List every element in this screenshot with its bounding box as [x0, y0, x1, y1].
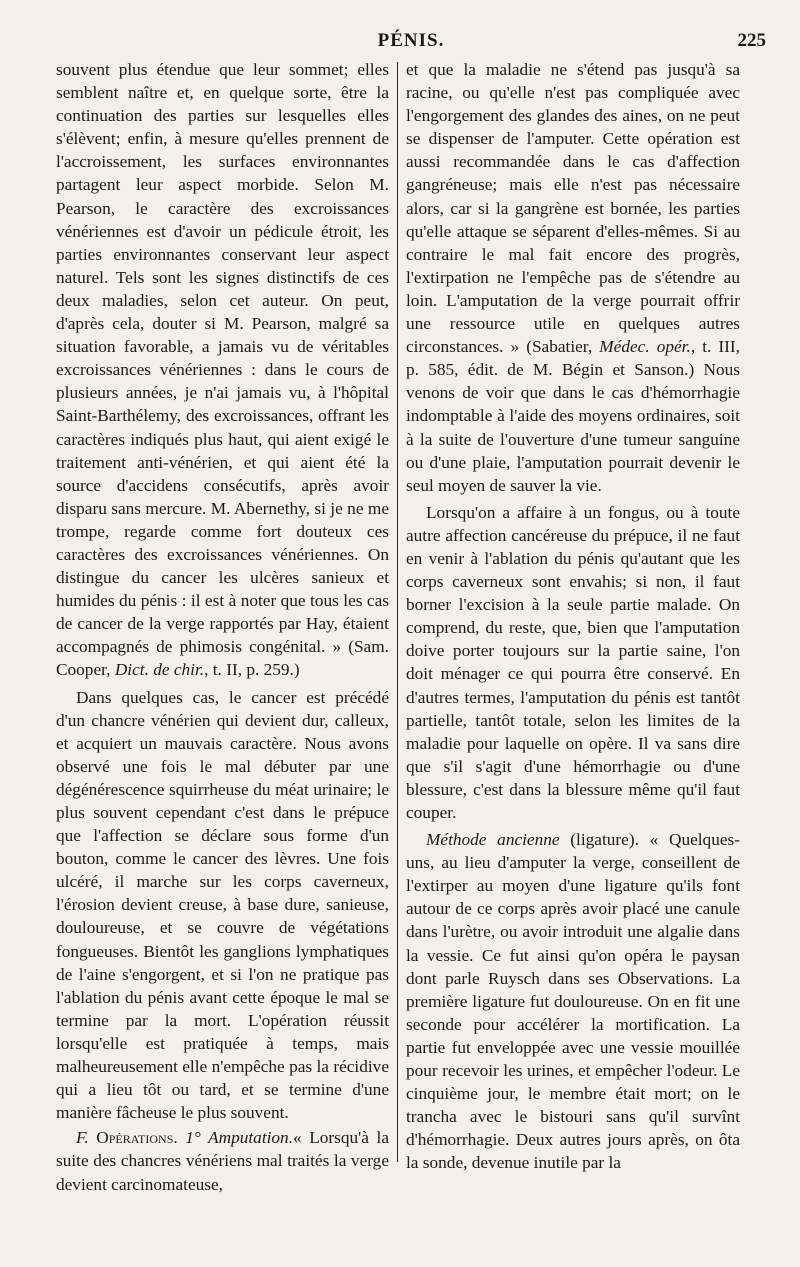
paragraph: [406, 828, 740, 1174]
paragraph: Lorsqu'on a affaire à un fongus, ou à toute autre affection cancéreuse du prépuce, il ne faut en venir à l'ablation du pénis qu'autant que les corps caverneux sont envahis; si non, il faut borner l'excision à la seule partie malade. On comprend, du reste, que, bien que l'amputation doive porter toujours sur la partie saine, l'on doit ménager ce qui pourra être conservé. En d'autres termes, l'amputation du pénis est tantôt partielle, tantôt totale, selon les limites de la maladie pour laquelle on opère. Il va sans dire que s'il s'agit d'une hémorrhagie ou d'une blessure, c'est dans la blessure même qu'il faut couper.: [406, 502, 740, 822]
paragraph: [56, 1126, 389, 1195]
running-title: PÉNIS.: [377, 30, 445, 51]
paragraph-text: souvent plus étendue que leur sommet; elles semblent naître et, en quelque sorte, être la continuation des parties sur lesquelles elles s'élèvent; enfin, à mesure qu'elles prennent de l'accroissement, les surfaces environnantes partagent leur aspect morbide. Selon M. Pearson, le caractère des excroissances vénériennes est d'avoir un pédicule étroit, les parties environnantes conservant leur aspect naturel. Tels sont les signes distinctifs de ces deux maladies, selon cet auteur. On peut, d'après cela, douter si M. Pearson, malgré sa situation favorable, a jamais vu de véritables excroissances vénériennes : dans le cours de plusieurs années, je n'ai jamais vu, à l'hôpital Saint-Barthélemy, des excroissances, offrant les caractères indiqués plus haut, qui aient exigé le traitement anti-vénérien, et qui aient été la source d'accidens consécutifs, après avoir disparu sans mercure. M. Abernethy, si je ne me trompe, regarde comme fort douteux ces caractères des excroissances vénériennes. On distingue du cancer les ulcères sanieux et humides du pénis : il est à noter que tous les cas de cancer de la verge rapportés par Hay, étaient accompagnés de phimosis congénital. » (Sam. Cooper,: [56, 60, 389, 680]
paragraph-text: (ligature). « Quelques-uns, au lieu d'amputer la verge, conseillent de l'extirper au moyen d'une ligature qu'ils font autour de ce corps après avoir placé une canule dans l'urètre, ou avoir introduit une algalie dans la vessie. Ce fut ainsi qu'on opéra le paysan dont parle Ruysch dans ses Observations. La première ligature fut douloureuse. On en fit une seconde pour accélérer la mortification. La partie fut enveloppée avec une vessie mouillée pour recevoir les urines, et empêcher l'odeur. Le cinquième jour, le membre était mort; on le trancha avec le bistouri sans qu'il survînt d'hémorrhagie. Deux autres jours après, on ôta la sonde, devenue inutile par la: [406, 830, 740, 1173]
section-heading: Opérations.: [96, 1128, 178, 1148]
right-column: [406, 58, 740, 1175]
subsection-heading: 1° Amputation.: [185, 1128, 294, 1148]
paragraph: Dans quelques cas, le cancer est précédé d'un chancre vénérien qui devient dur, calleux, et acquiert un mauvais caractère. Nous avons observé une fois le mal débuter par une dégénérescence squirrheuse du méat urinaire; le plus souvent cependant c'est dans le prépuce que l'affection se déclare sous forme d'un bouton, comme le cancer des lèvres. Une fois ulcéré, il marche sur les corps caverneux, l'érosion devient creuse, à base dure, sanieuse, douloureuse, et se couvre de végétations fongueuses. Bientôt les ganglions lymphatiques de l'aine s'engorgent, et si l'on ne pratique pas l'ablation du pénis avant cette époque le mal se termine par la mort. L'opération réussit lorsqu'elle est pratiquée à temps, mais malheureusement elle n'empêche pas la récidive qui a lieu tôt ou tard, et se termine d'une manière fâcheuse le plus souvent.: [56, 687, 389, 1123]
section-heading: Méthode ancienne: [426, 830, 560, 850]
citation: Médec. opér.: [599, 337, 691, 357]
page-header: [56, 30, 766, 56]
paragraph-text: et que la maladie ne s'étend pas jusqu'à sa racine, ou qu'elle n'est pas compliquée avec l'engorgement des glandes des aines, on ne peut se dispenser de l'amputer. Cette opération est aussi recommandée dans le cas d'affection gangréneuse; mais elle n'est pas nécessaire alors, car si la gangrène est bornée, les parties qu'elle attaque se séparent d'elles-mêmes. Si au contraire le mal fait encore des progrès, l'extirpation ne l'empêche pas de s'étendre au loin. L'amputation de la verge pourrait offrir une ressource utile en quelques autres circonstances. » (Sabatier,: [406, 60, 740, 357]
citation: Dict. de chir.: [114, 660, 205, 680]
page-number: 225: [737, 30, 766, 51]
paragraph-text: , t. III, p. 585, édit. de M. Bégin et Sanson.) Nous venons de voir que dans le cas d'hémorrhagie indomptable à l'aide des moyens ordinaires, soit à la suite de l'ouverture d'une tumeur sanguine ou d'une plaie, l'amputation pourrait devenir le seul moyen de sauver la vie.: [406, 337, 740, 495]
paragraph-text: « Lorsqu'à la suite des chancres vénériens mal traités la verge devient carcinomateuse,: [56, 1128, 389, 1194]
paragraph-text: , t. II, p. 259.): [204, 660, 300, 680]
left-column: [56, 58, 389, 1196]
paragraph: [56, 58, 389, 682]
column-divider: [397, 62, 398, 1162]
section-label: F.: [76, 1128, 89, 1148]
paragraph: [406, 58, 740, 497]
